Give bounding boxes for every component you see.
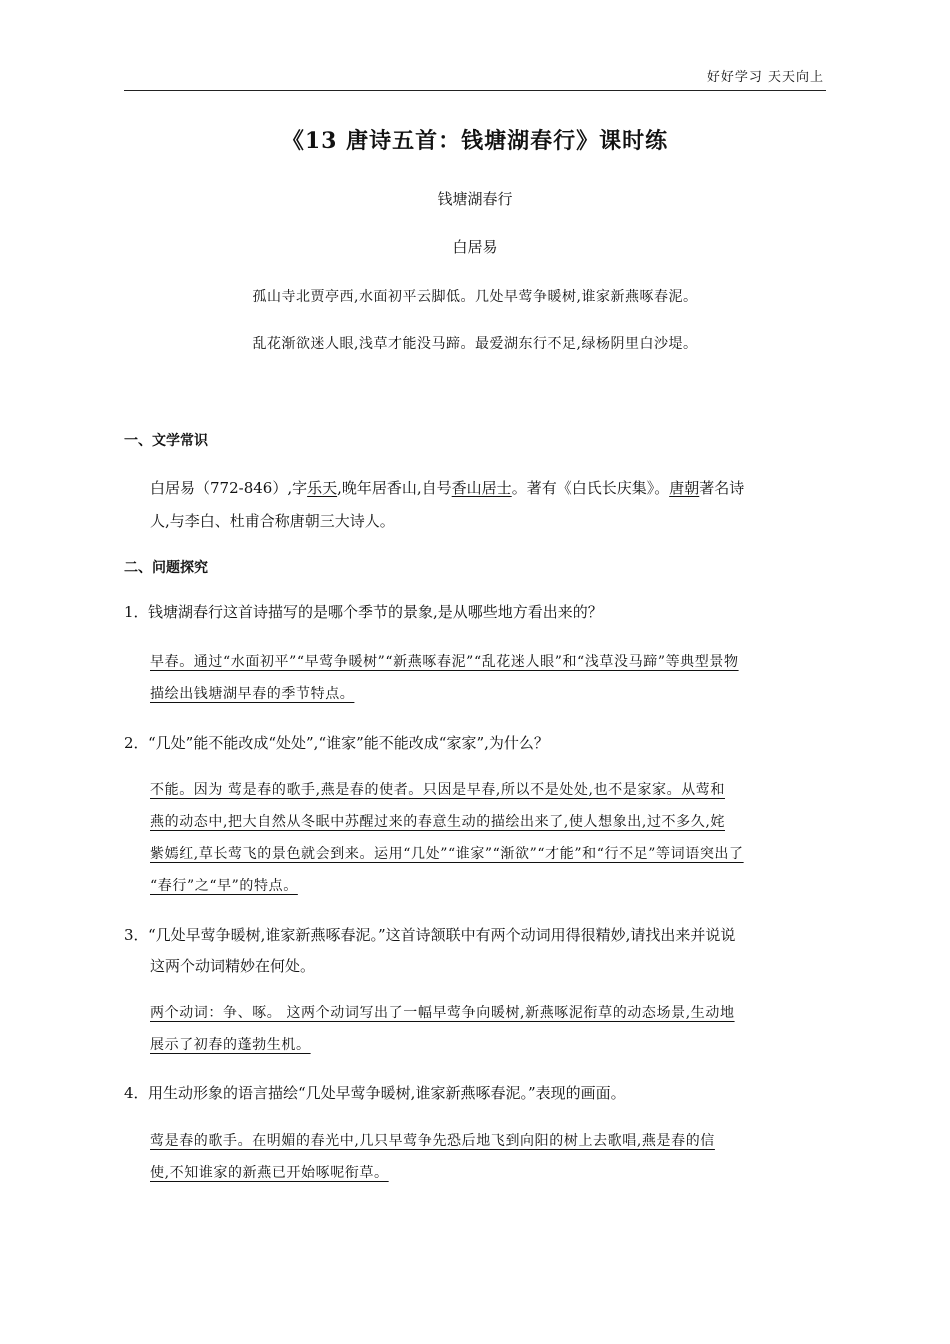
question-3: 3．“几处早莺争暖树,谁家新燕啄春泥。”这首诗颔联中有两个动词用得很精妙,请找出来并说说 这两个动词精妙在何处。	[124, 926, 736, 975]
answer-4: 莺是春的歌手。在明媚的春光中,几只早莺争先恐后地飞到向阳的树上去歌唱,燕是春的信 使,不知谁家的新燕已开始啄呢衔草。	[150, 1133, 715, 1181]
page-title: 《13 唐诗五首：钱塘湖春行》课时练	[281, 128, 669, 154]
poem-line-2: 乱花渐欲迷人眼,浅草才能没马蹄。最爱湖东行不足,绿杨阴里白沙堤。	[252, 336, 698, 352]
answer-3: 两个动词：争、啄。 这两个动词写出了一幅早莺争向暖树,新燕啄泥衔草的动态场景,生动地 展示了初春的蓬勃生机。	[150, 1005, 735, 1053]
section-heading-questions: 二、问题探究	[124, 560, 208, 576]
poem-author: 白居易	[452, 238, 498, 256]
answer-1: 早春。通过“水面初平”“早莺争暖树”“新燕啄春泥”“乱花迷人眼”和“浅草没马蹄”等典型景物 描绘出钱塘湖早春的季节特点。	[150, 654, 739, 702]
underlined-dynasty: 唐朝	[669, 479, 700, 497]
literature-paragraph: 白居易（772-846）,字乐天,晚年居香山,自号香山居士。著有《白氏长庆集》。唐朝著名诗 人,与李白、杜甫合称唐朝三大诗人。	[150, 479, 745, 530]
poem-line-1: 孤山寺北贾亭西,水面初平云脚低。几处早莺争暖树,谁家新燕啄春泥。	[252, 289, 698, 305]
poem-title: 钱塘湖春行	[437, 190, 513, 208]
answer-2: 不能。因为 莺是春的歌手,燕是春的使者。只因是早春,所以不是处处,也不是家家。从莺和 燕的动态中,把大自然从冬眠中苏醒过来的春意生动的描绘出来了,使人想象出,过不多久,姹 紫嫣红,草长莺飞的景色就会到来。运用“几处”“谁家”“渐欲”“才能”和“行不足”等词语突出了 “春行”之“早”的特点。	[150, 782, 744, 894]
question-4: 4．用生动形象的语言描绘“几处早莺争暖树,谁家新燕啄春泥。”表现的画面。	[124, 1084, 626, 1102]
underlined-pseudonym: 香山居士	[451, 479, 512, 497]
underlined-courtesy-name: 乐天	[307, 479, 338, 497]
question-1: 1．钱塘湖春行这首诗描写的是哪个季节的景象,是从哪些地方看出来的？	[124, 603, 603, 621]
header-slogan: 好好学习 天天向上	[706, 70, 824, 85]
section-heading-literature: 一、文学常识	[124, 433, 208, 449]
header-divider	[124, 90, 826, 91]
question-2: 2．“几处”能不能改成“处处”,“谁家”能不能改成“家家”,为什么？	[124, 734, 549, 752]
